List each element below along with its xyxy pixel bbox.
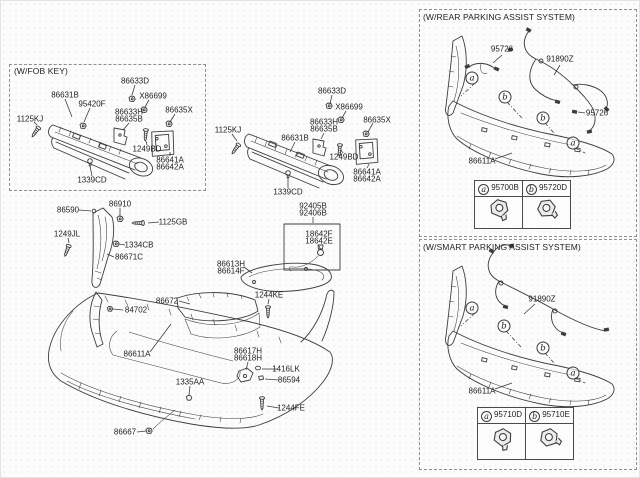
part-label-84702: 84702 [124, 305, 148, 315]
bolt-icon [286, 171, 291, 178]
part-label-86635x-fob: 86635X [165, 105, 193, 115]
callout-a: a [466, 302, 479, 315]
parking-sensor-icon [490, 427, 514, 451]
parking-sensor-icon [538, 427, 562, 451]
clip-icon [117, 216, 123, 222]
callout-b: b [499, 91, 512, 104]
legend-cell-b [526, 408, 574, 424]
part-label-1339cd-fob: 1339CD [77, 175, 107, 185]
part-label-86590: 86590 [56, 205, 80, 215]
section-title-smart-parking: (W/SMART PARKING ASSIST SYSTEM) [423, 242, 581, 252]
part-label-86910: 86910 [108, 199, 132, 209]
legend-letter-a: a [481, 411, 492, 422]
part-label-1244fe: 1244FE [276, 403, 306, 413]
legend-cell-b [523, 181, 571, 197]
side-rail-drawing [90, 292, 113, 347]
legend-letter-b: b [529, 411, 540, 422]
screw-icon [260, 397, 265, 410]
legend-letter-a: a [478, 184, 489, 195]
clip-icon [107, 306, 112, 311]
screw-icon [266, 306, 271, 318]
part-label-86633d-fob: 86633D [120, 76, 150, 86]
bulb-icon [318, 245, 324, 256]
callout-b: b [537, 342, 550, 355]
part-label-1249bd-fob: 1249BD [132, 144, 162, 154]
screw-icon [230, 142, 241, 155]
part-label-86611a-rear: 86611A [468, 156, 496, 166]
legend-letter-b: b [526, 184, 537, 195]
legend-part-95700b: 95700B [491, 182, 519, 192]
callout-a: a [567, 367, 580, 380]
part-label-86631b-fob: 86631B [51, 90, 79, 100]
part-label-86672: 86672 [155, 296, 179, 306]
legend-part-95710d: 95710D [493, 409, 523, 419]
screw-icon [132, 221, 144, 226]
part-label-86635b: 86635B [310, 124, 338, 134]
part-label-86641a: 86641A [353, 167, 381, 177]
part-label-86633d: 86633D [317, 86, 347, 96]
clip-icon [146, 428, 152, 434]
clip-icon [113, 241, 119, 247]
part-label-1416lk: 1416LK [272, 364, 300, 374]
part-label-1125kj: 1125KJ [214, 125, 242, 135]
part-label-95726-lower: 95726 [585, 108, 609, 118]
part-label-1244ke: 1244KE [254, 290, 284, 300]
legend-cell-a [475, 181, 523, 197]
parking-sensor-icon [535, 198, 559, 222]
legend-part-95710e: 95710E [542, 409, 570, 419]
callout-b: b [498, 320, 511, 333]
part-label-18642e: 18642E [305, 236, 333, 246]
part-label-86594: 86594 [277, 375, 301, 385]
part-label-86617h: 86617H [233, 346, 263, 356]
part-label-86613h: 86613H [216, 259, 246, 269]
clip-icon [338, 117, 344, 123]
part-label-86642a: 86642A [353, 174, 381, 184]
part-label-86671c: 86671C [114, 252, 144, 262]
part-label-1249bd: 1249BD [329, 152, 359, 162]
part-label-86635b-fob: 86635B [115, 114, 143, 124]
callout-a: a [567, 137, 580, 150]
legend-icon-cell [526, 424, 574, 460]
part-label-86642a-fob: 86642A [156, 162, 184, 172]
part-label-92406b: 92406B [299, 208, 327, 218]
clip-icon [256, 366, 261, 370]
part-label-86635x: 86635X [363, 115, 391, 125]
part-label-86631b: 86631B [281, 133, 309, 143]
legend-part-95720d: 95720D [538, 182, 568, 192]
legend-cell-a [478, 408, 526, 424]
smart-sensor-legend [477, 407, 574, 460]
lamp-garnish-drawing [241, 263, 331, 291]
part-label-x86699: X86699 [335, 102, 363, 112]
clip-icon [259, 376, 264, 380]
part-label-86633h-fob: 86633H [114, 107, 144, 117]
part-label-1339cd: 1339CD [273, 187, 303, 197]
clip-icon [326, 103, 332, 109]
part-label-95420f: 95420F [78, 99, 106, 109]
part-label-1334cb: 1334CB [124, 240, 154, 250]
part-label-86614f: 86614F [217, 266, 245, 276]
parking-sensor-icon [487, 198, 511, 222]
main-leader-lines [68, 208, 313, 432]
rear-sensor-legend [474, 180, 571, 229]
part-label-86667: 86667 [113, 427, 137, 437]
part-label-92405b: 92405B [299, 201, 327, 211]
part-label-86618h: 86618H [233, 353, 263, 363]
part-label-91890z-smart: 91890Z [528, 294, 556, 304]
part-label-86641a-fob: 86641A [156, 155, 184, 165]
part-label-91890z-rear: 91890Z [546, 54, 574, 64]
part-label-18642f: 18642F [305, 229, 333, 239]
legend-icon-cell [478, 424, 526, 460]
part-label-1125kj-fob: 1125KJ [16, 114, 44, 124]
part-label-1249jl: 1249JL [53, 229, 81, 239]
clip-icon [186, 395, 191, 400]
part-label-1335aa: 1335AA [175, 377, 205, 387]
legend-icon-cell [523, 197, 571, 229]
legend-icon-cell [475, 197, 523, 229]
bracket-icon [237, 368, 253, 382]
part-label-95726-upper: 95726 [490, 44, 514, 54]
bumper-small-parts [146, 306, 271, 434]
bracket-icon [313, 139, 326, 156]
screw-icon [63, 244, 72, 257]
callout-a: a [466, 72, 479, 85]
part-label-86611a: 86611A [123, 349, 151, 359]
callout-b: b [537, 112, 550, 125]
part-label-1125gb: 1125GB [158, 217, 188, 227]
part-label-86633h: 86633H [309, 117, 339, 127]
part-label-86611a-smart: 86611A [468, 386, 496, 396]
section-title-fob-key: (W/FOB KEY) [14, 66, 68, 76]
part-label-x86699-fob: X86699 [139, 91, 167, 101]
fob-key-section-box [9, 64, 206, 191]
section-title-rear-parking: (W/REAR PARKING ASSIST SYSTEM) [423, 12, 575, 22]
